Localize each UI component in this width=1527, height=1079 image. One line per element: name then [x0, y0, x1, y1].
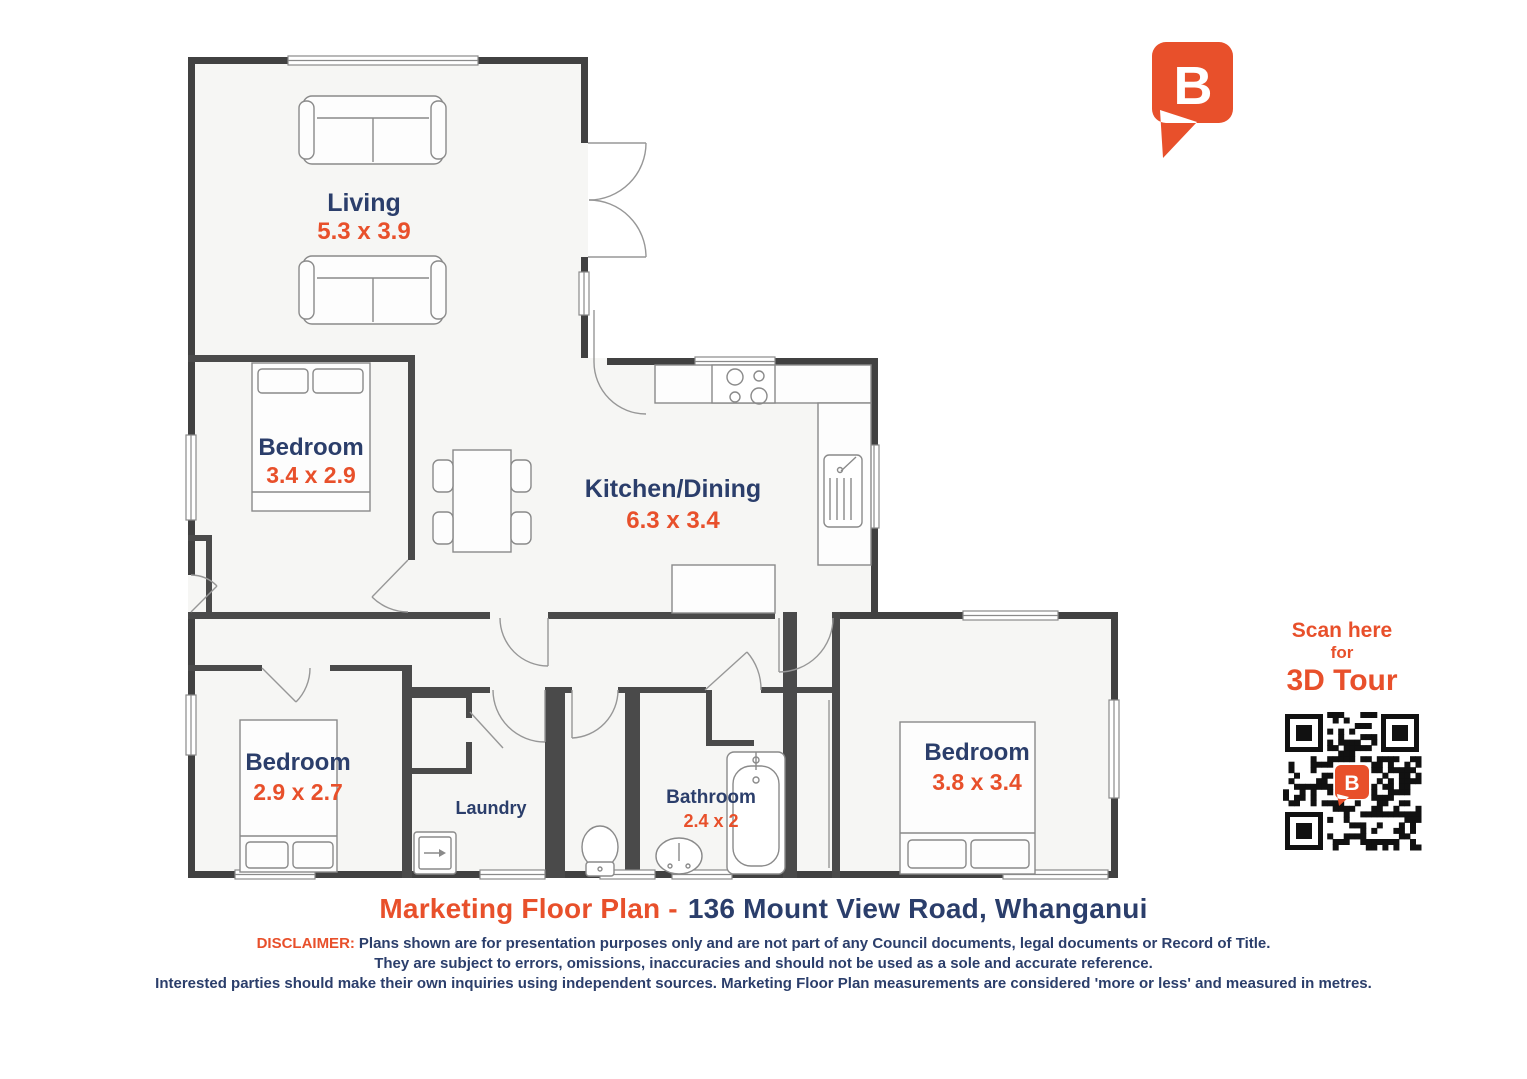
- room-label-bedroom2: Bedroom: [245, 749, 351, 776]
- scan-3d-tour-text: 3D Tour: [1286, 663, 1398, 697]
- room-dims-living: 5.3 x 3.9: [317, 218, 411, 245]
- disclaimer: [0, 934, 1527, 993]
- basin-icon: [656, 838, 702, 874]
- room-dims-bedroom3: 3.8 x 3.4: [932, 769, 1022, 795]
- window: [288, 56, 478, 65]
- room-label-laundry: Laundry: [455, 798, 527, 818]
- sofa-icon: [299, 256, 446, 324]
- window: [186, 435, 196, 520]
- room-label-kitchen: Kitchen/Dining: [584, 475, 762, 503]
- disclaimer-line-2: They are subject to errors, omissions, inaccuracies and should not be used as a sole and accurate reference.: [374, 954, 1153, 972]
- stove-icon: [712, 365, 775, 404]
- sink-icon: [824, 455, 862, 527]
- window: [480, 870, 545, 879]
- window: [963, 611, 1058, 620]
- scan-here-text: Scan here: [1291, 619, 1393, 642]
- room-dims-bedroom2: 2.9 x 2.7: [253, 779, 343, 805]
- disclaimer-label: DISCLAIMER:: [256, 935, 355, 952]
- title-label: Marketing Floor Plan -: [379, 893, 678, 924]
- window: [186, 695, 196, 755]
- room-dims-bedroom1: 3.4 x 2.9: [266, 462, 356, 488]
- svg-text:B: B: [1344, 772, 1360, 795]
- window: [1109, 700, 1119, 798]
- room-label-bedroom3: Bedroom: [924, 739, 1030, 766]
- page-title: [0, 893, 1527, 925]
- french-doors: [588, 143, 646, 257]
- room-label-living: Living: [327, 189, 401, 217]
- room-label-bedroom1: Bedroom: [258, 434, 364, 461]
- toilet-icon: [582, 826, 618, 876]
- qr-code: [1283, 712, 1422, 852]
- brand-logo: [1152, 42, 1233, 158]
- disclaimer-line-1: [0, 934, 1527, 954]
- washing-machine-icon: [414, 832, 456, 874]
- title-address: 136 Mount View Road, Whanganui: [687, 893, 1148, 924]
- disclaimer-line-3: Interested parties should make their own inquiries using independent sources. Marketing Floor Plan measurements are considered 'more or less' and measured in metres.: [155, 974, 1372, 992]
- scan-here-block: [1262, 620, 1422, 696]
- room-dims-bathroom: 2.4 x 2: [683, 811, 739, 831]
- window: [579, 272, 589, 315]
- room-label-bathroom: Bathroom: [666, 787, 756, 808]
- footer: [0, 893, 1527, 993]
- brand-logo-letter: B: [1173, 56, 1213, 116]
- scan-for-text: for: [1330, 643, 1354, 663]
- disclaimer-text-1: Plans shown are for presentation purposes only and are not part of any Council documents, legal documents or Record of Title.: [358, 935, 1271, 952]
- sofa-icon: [299, 96, 446, 164]
- room-dims-kitchen: 6.3 x 3.4: [626, 507, 720, 534]
